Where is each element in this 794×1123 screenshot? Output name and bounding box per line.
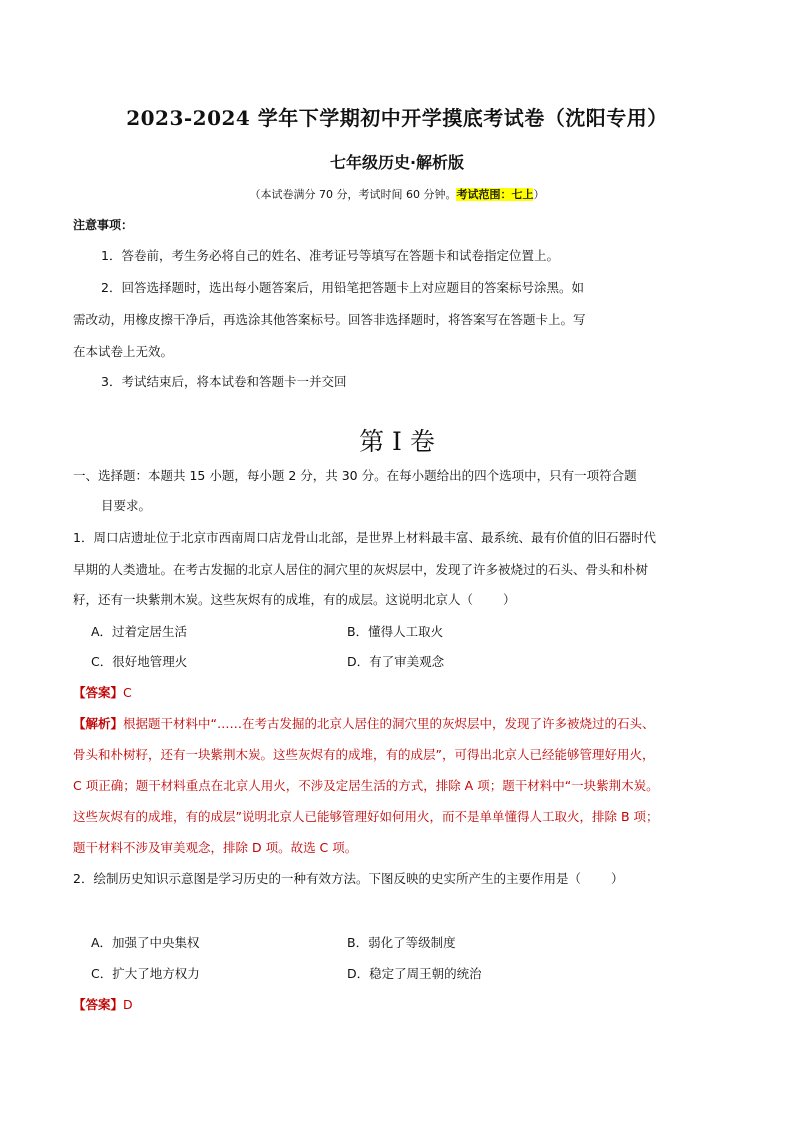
question-1-option-b: B．懂得人工取火 (347, 624, 444, 639)
exam-info (0, 186, 794, 202)
exam-info-text: （本试卷满分 70 分，考试时间 60 分钟。 (249, 188, 457, 201)
question-1-line-1: 1．周口店遗址位于北京市西南周口店龙骨山北部，是世界上材料最丰富、最系统、最有价值的旧石器时代 (73, 530, 656, 545)
notice-title: 注意事项： (73, 218, 134, 232)
question-1-answer (73, 683, 132, 703)
section-instruction-cont: 目要求。 (101, 498, 152, 513)
analysis-text-1: 根据题干材料中“……在考古发掘的北京人居住的洞穴里的灰烬层中，发现了许多被烧过的石头、 (123, 716, 655, 731)
question-2-line-1 (73, 869, 623, 889)
question-2-stem: 2．绘制历史知识示意图是学习历史的一种有效方法。下图反映的史实所产生的主要作用是（ (73, 871, 581, 886)
question-1-option-d: D．有了审美观念 (347, 654, 445, 669)
notice-item-2: 2．回答选择题时，选出每小题答案后，用铅笔把答题卡上对应题目的答案标号涂黑。如 (101, 280, 584, 295)
analysis-label: 【解析】 (73, 716, 124, 731)
question-1-option-c: C．很好地管理火 (91, 654, 188, 669)
section-instruction: 一、选择题：本题共 15 小题，每小题 2 分，共 30 分。在每小题给出的四个选项中，只有一项符合题 (73, 468, 637, 483)
question-2-answer (73, 995, 133, 1015)
question-1-stem-end: 籽，还有一块紫荆木炭。这些灰烬有的成堆，有的成层。这说明北京人（ (73, 592, 474, 607)
question-2-option-b: B．弱化了等级制度 (347, 935, 456, 950)
question-1-option-a: A．过着定居生活 (91, 624, 188, 639)
question-1-analysis-line-3: C 项正确；题干材料重点在北京人用火，不涉及定居生活的方式，排除 A 项；题干材料中“一块紫荆木炭。 (73, 778, 659, 793)
notice-item-1: 1．答卷前，考生务必将自己的姓名、准考证号等填写在答题卡和试卷指定位置上。 (101, 248, 559, 263)
answer-value: D (123, 997, 133, 1012)
question-1-line-2: 早期的人类遗址。在考古发掘的北京人居住的洞穴里的灰烬层中，发现了许多被烧过的石头、骨头和朴树 (73, 562, 649, 577)
question-2-option-c: C．扩大了地方权力 (91, 966, 200, 981)
answer-paren-close: ） (503, 592, 516, 607)
answer-paren-close: ） (610, 871, 624, 886)
notice-item-2-cont: 需改动，用橡皮擦干净后，再选涂其他答案标号。回答非选择题时，将答案写在答题卡上。写 (73, 312, 586, 327)
notice-item-3: 3．考试结束后，将本试卷和答题卡一并交回 (101, 374, 347, 389)
exam-subtitle: 七年级历史·解析版 (329, 153, 465, 172)
question-1-line-3 (73, 590, 516, 610)
answer-value: C (123, 685, 132, 700)
exam-scope-highlight: 考试范围：七上 (456, 188, 534, 201)
question-1-analysis-line-2: 骨头和朴树籽，还有一块紫荆木炭。这些灰烬有的成堆，有的成层”，可得出北京人已经能够管理好用火， (73, 747, 655, 762)
section-title: 第 I 卷 (359, 427, 435, 456)
answer-label: 【答案】 (73, 685, 124, 700)
question-1-analysis-line-1 (73, 714, 655, 734)
question-2-option-d: D．稳定了周王朝的统治 (347, 966, 482, 981)
notice-item-2-end: 在本试卷上无效。 (73, 344, 174, 359)
exam-info-close: ） (533, 188, 545, 201)
exam-title: 2023-2024 学年下学期初中开学摸底考试卷（沈阳专用） (126, 106, 668, 130)
answer-label: 【答案】 (73, 997, 124, 1012)
question-2-option-a: A．加强了中央集权 (91, 935, 200, 950)
question-1-analysis-line-5: 题干材料不涉及审美观念，排除 D 项。故选 C 项。 (73, 840, 358, 855)
question-1-analysis-line-4: 这些灰烬有的成堆，有的成层”说明北京人已能够管理好如何用火，而不是单单懂得人工取火，排除 B 项； (73, 809, 659, 824)
